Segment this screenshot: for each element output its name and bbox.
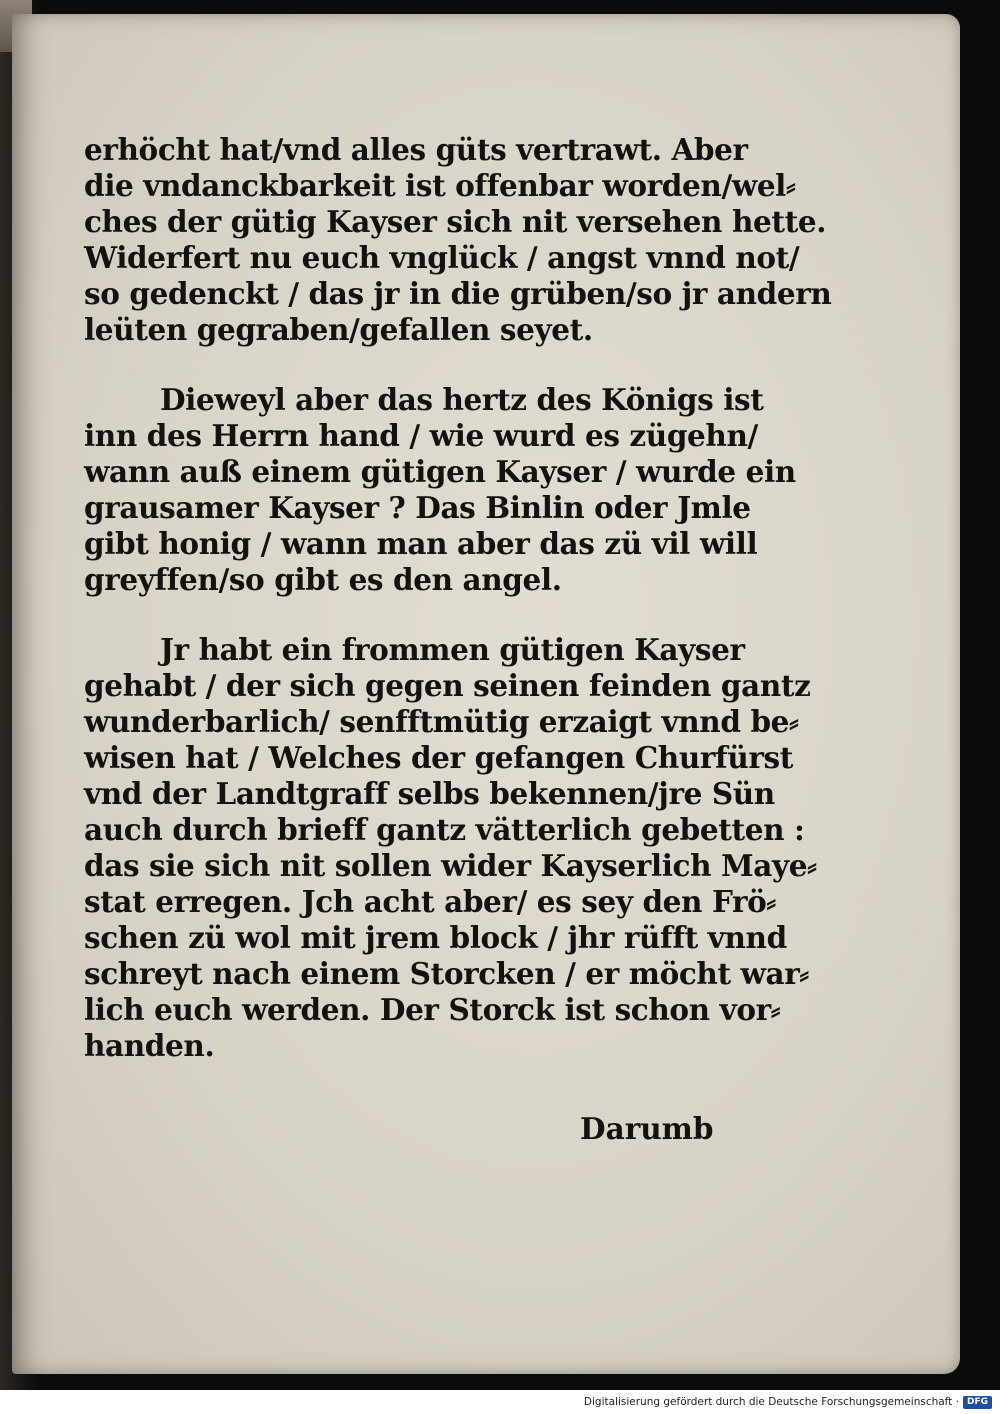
text-line: so gedenckt / das jr in die grüben/so jr andern: [84, 276, 832, 311]
text-line: inn des Herrn hand / wie wurd es zügehn/: [84, 418, 758, 453]
page-text: [84, 132, 832, 1064]
text-line: das sie sich nit sollen wider Kayserlich Maye⸗: [84, 848, 817, 883]
book-page: [12, 14, 960, 1374]
paragraph-gap: [84, 598, 734, 632]
text-line: vnd der Landtgraff selbs bekennen/jre Sün: [84, 776, 775, 811]
text-line: leüten gegraben/gefallen seyet.: [84, 312, 593, 347]
footer-credit-text: Digitalisierung gefördert durch die Deutsche Forschungsgemeinschaft ·: [583, 1396, 959, 1408]
text-line: schen zü wol mit jrem block / jhr rüfft vnnd: [84, 920, 787, 955]
text-line: wann auß einem gütigen Kayser / wurde ein: [84, 454, 796, 489]
text-line: wisen hat / Welches der gefangen Churfürst: [84, 740, 793, 775]
digitization-footer: [584, 1394, 992, 1410]
text-line: stat erregen. Jch acht aber/ es sey den Frö⸗: [84, 884, 776, 919]
text-line: gibt honig / wann man aber das zü vil will: [84, 526, 758, 561]
text-line: ches der gütig Kayser sich nit versehen hette.: [84, 204, 827, 239]
paragraph-gap: [84, 348, 734, 382]
text-line: greyffen/so gibt es den angel.: [84, 562, 562, 597]
text-line: handen.: [84, 1028, 215, 1063]
text-line: die vndanckbarkeit ist offenbar worden/wel⸗: [84, 168, 796, 203]
text-line: schreyt nach einem Storcken / er möcht war⸗: [84, 956, 809, 991]
text-line: erhöcht hat/vnd alles güts vertrawt. Aber: [84, 132, 748, 167]
text-line: grausamer Kayser ? Das Binlin oder Jmle: [84, 490, 751, 525]
catchword: Darumb: [580, 1111, 714, 1146]
text-line: Dieweyl aber das hertz des Königs ist: [160, 382, 764, 417]
text-line: Widerfert nu euch vnglück / angst vnnd not/: [84, 240, 800, 275]
text-line: lich euch werden. Der Storck ist schon vor⸗: [84, 992, 781, 1027]
text-line: wunderbarlich/ senfftmütig erzaigt vnnd be⸗: [84, 704, 799, 739]
text-line: Jr habt ein frommen gütigen Kayser: [160, 632, 745, 667]
text-line: gehabt / der sich gegen seinen feinden gantz: [84, 668, 811, 703]
text-line: auch durch brieff gantz vätterlich gebetten :: [84, 812, 805, 847]
dfg-logo-icon: DFG: [963, 1396, 992, 1409]
